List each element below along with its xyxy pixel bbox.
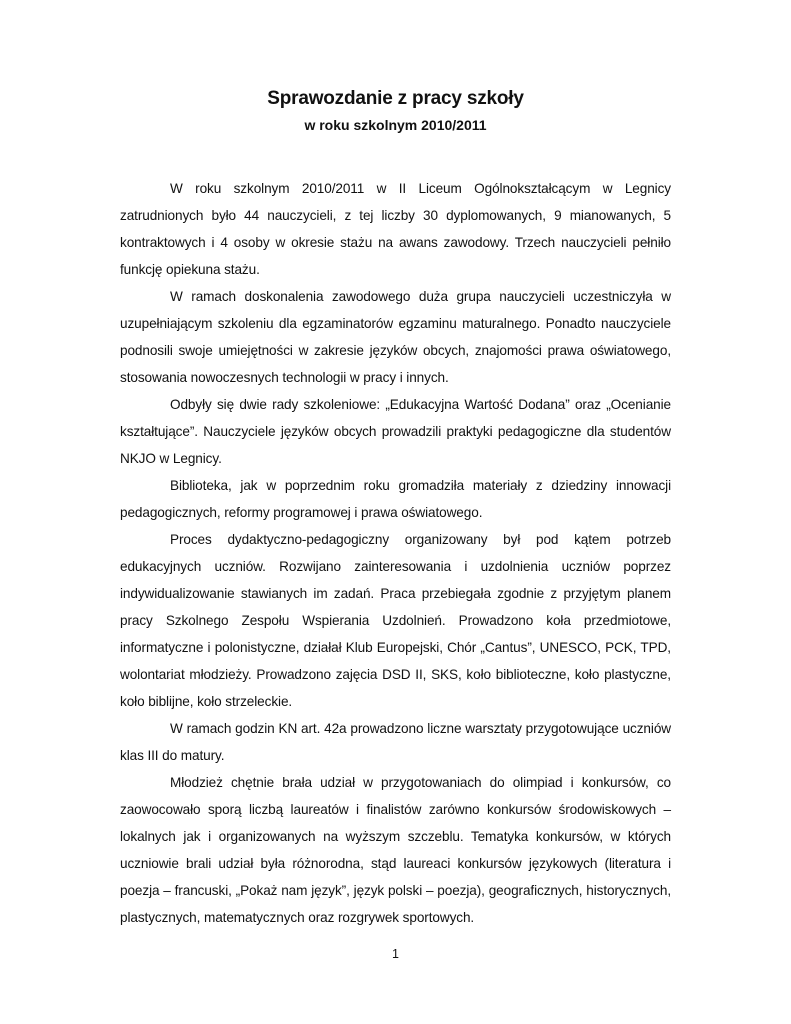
document-title: Sprawozdanie z pracy szkoły bbox=[267, 88, 524, 109]
paragraph-staff: W roku szkolnym 2010/2011 w II Liceum Ogólnokształcącym w Legnicy zatrudnionych było 44 nauczycieli, z tej liczby 30 dyplomowanych, 9 mianowanych, 5 kontraktowych i 4 osoby w okresie stażu na awans zawodowy. Trzech nauczycieli pełniło funkcję opiekuna stażu. bbox=[120, 181, 671, 277]
page-number: 1 bbox=[392, 947, 399, 961]
paragraph-competitions: Młodzież chętnie brała udział w przygotowaniach do olimpiad i konkursów, co zaowocowało sporą liczbą laureatów i finalistów zarówno konkursów środowiskowych – lokalnych jak i organizowanych na wyższym szczeblu. Tematyka konkursów, w których uczniowie brali udział była różnorodna, stąd laureaci konkursów językowych (literatura i poezja – francuski, „Pokaż nam język”, język polski – poezja), geograficznych, historycznych, plastycznych, matematycznych oraz rozgrywek sportowych. bbox=[120, 775, 671, 925]
paragraph-workshops: W ramach godzin KN art. 42a prowadzono liczne warsztaty przygotowujące uczniów klas III do matury. bbox=[120, 721, 671, 763]
paragraph-professional-development: W ramach doskonalenia zawodowego duża grupa nauczycieli uczestniczyła w uzupełniającym szkoleniu dla egzaminatorów egzaminu maturalnego. Ponadto nauczyciele podnosili swoje umiejętności w zakresie języków obcych, znajomości prawa oświatowego, stosowania nowoczesnych technologii w pracy i innych. bbox=[120, 289, 671, 385]
paragraph-training-councils: Odbyły się dwie rady szkoleniowe: „Edukacyjna Wartość Dodana” oraz „Ocenianie kształtujące”. Nauczyciele języków obcych prowadzili praktyki pedagogiczne dla studentów NKJO w Legnicy. bbox=[120, 397, 671, 466]
paragraph-library: Biblioteka, jak w poprzednim roku gromadziła materiały z dziedziny innowacji pedagogicznych, reformy programowej i prawa oświatowego. bbox=[120, 478, 671, 520]
paragraph-didactic-process: Proces dydaktyczno-pedagogiczny organizowany był pod kątem potrzeb edukacyjnych uczniów. Rozwijano zainteresowania i uzdolnienia uczniów poprzez indywidualizowanie stawianych im zadań. Praca przebiegała zgodnie z przyjętym planem pracy Szkolnego Zespołu Wspierania Uzdolnień. Prowadzono koła przedmiotowe, informatyczne i polonistyczne, działał Klub Europejski, Chór „Cantus”, UNESCO, PCK, TPD, wolontariat młodzieży. Prowadzono zajęcia DSD II, SKS, koło biblioteczne, koło plastyczne, koło biblijne, koło strzeleckie. bbox=[120, 532, 671, 709]
document-subtitle: w roku szkolnym 2010/2011 bbox=[304, 117, 487, 133]
document-body bbox=[120, 175, 671, 931]
